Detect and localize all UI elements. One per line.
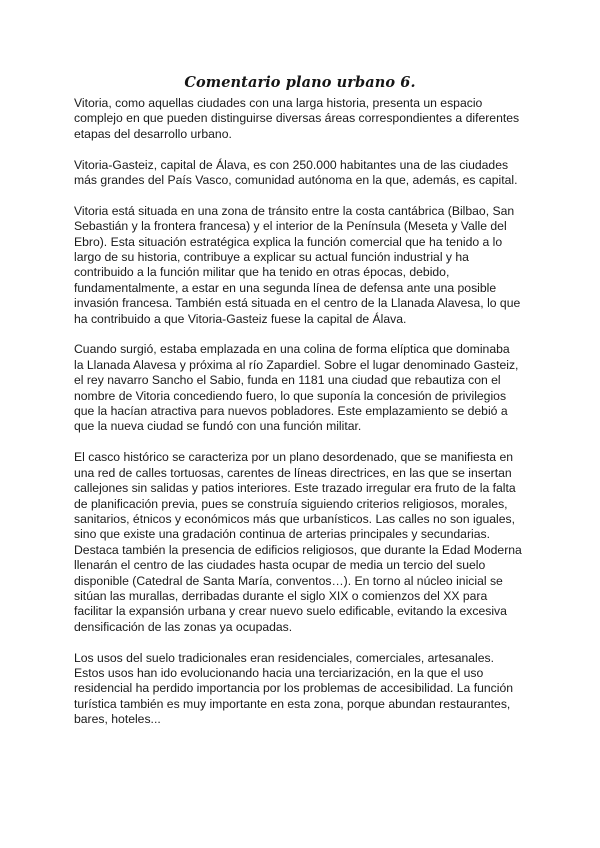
paragraph-land-use: Los usos del suelo tradicionales eran residenciales, comerciales, artesanales. Estos usos han ido evolucionando hacia una terciarización, en la que el uso residencial ha perdido importancia por los problemas de accesibilidad. La función turística también es muy importante en esta zona, porque abundan restaurantes, bares, hoteles... [74, 650, 514, 727]
paragraph-origin: Cuando surgió, estaba emplazada en una colina de forma elíptica que dominaba la Llanada Alavesa y próxima al río Zapardiel. Sobre el lugar denominado Gasteiz, el rey navarro Sancho el Sabio, funda en 1181 una ciudad que rebautiza con el nombre de Vitoria concediendo fuero, lo que suponía la concesión de privilegios que la hacían atractiva para nuevos pobladores. Este emplazamiento se debió a que la nueva ciudad se fundó con una función militar. [74, 342, 519, 434]
document-body [74, 96, 522, 743]
paragraph-historic-center: El casco histórico se caracteriza por un plano desordenado, que se manifiesta en una red de calles tortuosas, carentes de líneas directrices, en las que se insertan callejones sin salidas y patios interiores. Este trazado irregular era fruto de la falta de planificación previa, pues se construía siguiendo criterios religiosos, morales, sanitarios, étnicos y económicos más que urbanísticos. Las calles no son iguales, sino que existe una gradación continua de arterias principales y secundarias. Destaca también la presencia de edificios religiosos, que durante la Edad Moderna llenarán el centro de las ciudades hasta ocupar de media un tercio del suelo disponible (Catedral de Santa María, conventos…). En torno al núcleo inicial se sitúan las murallas, derribadas durante el siglo XIX o comienzos del XX para facilitar la expansión urbana y crear nuevo suelo edificable, evitando la excesiva densificación de las zonas ya ocupadas. [74, 450, 522, 634]
paragraph-intro: Vitoria, como aquellas ciudades con una larga historia, presenta un espacio complejo en que pueden distinguirse diversas áreas correspondientes a diferentes etapas del desarrollo urbano. [74, 96, 520, 141]
document-title: Comentario plano urbano 6. [184, 74, 416, 91]
paragraph-situation: Vitoria está situada en una zona de tránsito entre la costa cantábrica (Bilbao, San Sebastián y la frontera francesa) y el interior de la Península (Meseta y Valle del Ebro). Esta situación estratégica explica la función comercial que ha tenido a lo largo de su historia, contribuye a explicar su actual función industrial y ha contribuido a la función militar que ha tenido en otras épocas, debido, fundamentalmente, a estar en una segunda línea de defensa ante una posible invasión francesa. También está situada en el centro de la Llanada Alavesa, lo que ha contribuido a que Vitoria-Gasteiz fuese la capital de Álava. [74, 203, 521, 326]
paragraph-capital: Vitoria-Gasteiz, capital de Álava, es con 250.000 habitantes una de las ciudades más grandes del País Vasco, comunidad autónoma en la que, además, es capital. [74, 157, 518, 188]
